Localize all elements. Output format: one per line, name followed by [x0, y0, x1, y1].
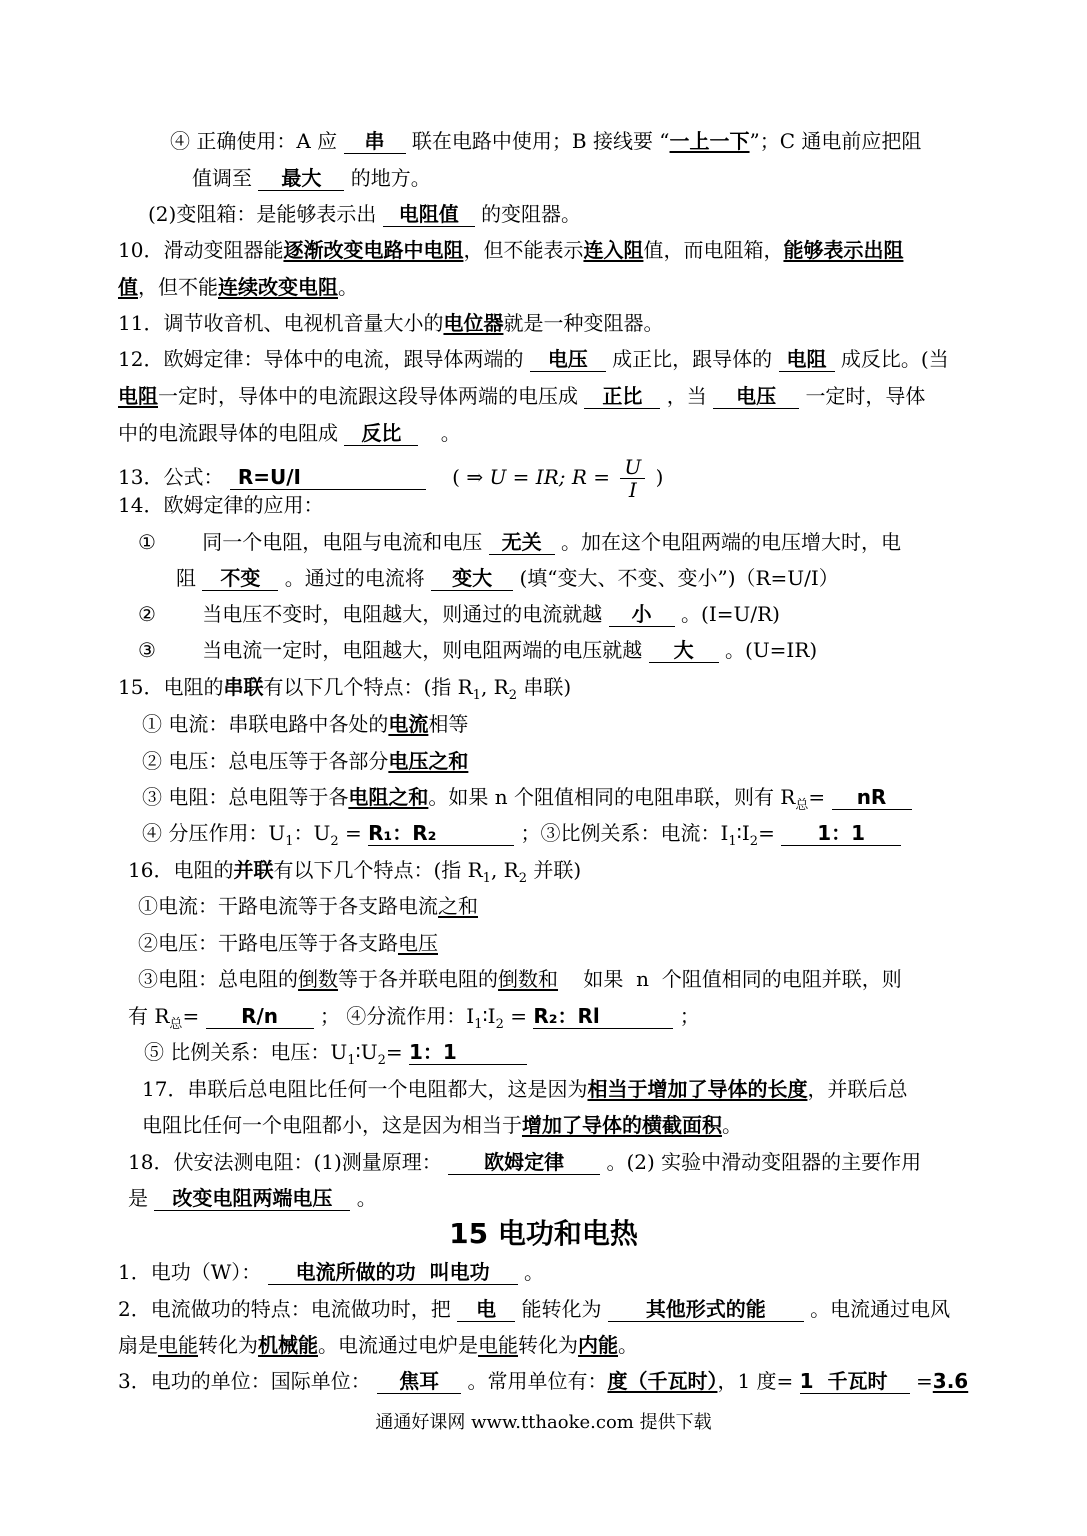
text-line: ③ 电阻：总电阻等于各电阻之和。如果 n 个阻值相同的电阻串联，则有 $R_总=$ nR	[142, 784, 912, 819]
text-line: ③ 当电流一定时，电阻越大，则电阻两端的电压就越 大 。(U=IR)	[138, 638, 818, 662]
text-line: 有 $R_总= R/n$ ； ④分流作用：$I_1∶I_2 = R_2$：Rl ；	[128, 1004, 700, 1032]
text-line: 14．欧姆定律的应用：	[118, 493, 324, 517]
text-line: 3．电功的单位：国际单位： 焦耳 。常用单位有：度（千瓦时），1 度= 1 千瓦时 =3.6	[118, 1369, 969, 1393]
answer-blank: 1 千瓦时	[800, 1369, 910, 1394]
answer-blank: 正比	[584, 384, 660, 409]
answer-blank: 电阻	[779, 347, 835, 372]
text-line: ② 当电压不变时，电阻越大，则通过的电流就越 小 。(I=U/R)	[138, 602, 780, 626]
answer-blank: 电	[457, 1297, 515, 1322]
text-line: 扇是电能转化为机械能。电流通过电炉是电能转化为内能。	[118, 1333, 638, 1357]
text-line: ①电流：干路电流等于各支路电流之和	[138, 894, 478, 918]
answer-blank: 大	[649, 638, 719, 663]
text-line: 值，但不能连续改变电阻。	[118, 275, 358, 299]
answer-blank: 电流所做的功 叫电功	[268, 1260, 518, 1285]
text-line: 电阻一定时，导体中的电流跟这段导体两端的电压成 正比 ，当 电压 一定时，导体	[118, 384, 926, 408]
answer-blank: 不变	[202, 566, 278, 591]
answer-blank: 改变电阻两端电压	[154, 1186, 350, 1211]
text-line: 电阻比任何一个电阻都小，这是因为相当于增加了导体的横截面积。	[142, 1113, 742, 1137]
text-line: 12．欧姆定律：导体中的电流，跟导体两端的 电压 成正比，跟导体的 电阻 成反比。(当	[118, 347, 949, 371]
text-line: ② 电压：总电压等于各部分电压之和	[142, 749, 469, 773]
answer-blank: R/n	[206, 1004, 314, 1029]
text-line: 1．电功（W）： 电流所做的功 叫电功 。	[118, 1260, 544, 1284]
answer-blank: R=U/I	[230, 465, 426, 490]
fraction: $\frac{U}{I}$	[620, 456, 645, 501]
answer-blank: 无关	[489, 530, 555, 555]
text-line: ④ 分压作用：$U_1$：$U_2 = R_1$：R₂ ；③比例关系：电流：$I_1∶I_2= 1$：1	[142, 820, 901, 855]
text-line: 18．伏安法测电阻：(1)测量原理： 欧姆定律 。(2) 实验中滑动变阻器的主要作用	[128, 1150, 922, 1174]
answer-blank: 串	[344, 129, 406, 154]
text-line: 17．串联后总电阻比任何一个电阻都大，这是因为相当于增加了导体的长度，并联后总	[142, 1077, 908, 1101]
text-line: (2)变阻箱：是能够表示出 电阻值 的变阻器。	[148, 202, 582, 226]
text-line: ②电压：干路电压等于各支路电压	[138, 931, 438, 955]
page-footer: 通通好课网 www.tthaoke.com 提供下载	[375, 1412, 712, 1433]
text-line: 值调至 最大 的地方。	[192, 166, 431, 190]
answer-blank: 反比	[344, 421, 418, 446]
text-line: 10．滑动变阻器能逐渐改变电路中电阻，但不能表示连入阻值，而电阻箱，能够表示出阻	[118, 238, 904, 262]
answer-blank: 电压	[713, 384, 799, 409]
answer-blank: 1：1	[781, 821, 901, 846]
answer-blank: 最大	[258, 166, 344, 191]
text-line: ① 电流：串联电路中各处的电流相等	[142, 712, 469, 736]
text-line: 阻 不变 。通过的电流将 变大 (填“变大、不变、变小”)（R=U/I）	[176, 566, 839, 590]
answer-blank: 电阻值	[383, 202, 475, 227]
text-line: 15．电阻的串联有以下几个特点：(指 $R_1$, $R_2$ 串联)	[118, 675, 572, 703]
answer-blank: R₁：R₂	[368, 821, 514, 846]
text-line: 2．电流做功的特点：电流做功时，把 电 能转化为 其他形式的能 。电流通过电风	[118, 1297, 951, 1321]
text-line: 11．调节收音机、电视机音量大小的电位器就是一种变阻器。	[118, 311, 664, 335]
answer-blank: 其他形式的能	[608, 1297, 804, 1322]
text-line: 中的电流跟导体的电阻成 反比 。	[118, 421, 461, 445]
answer-blank: R₂：Rl	[533, 1004, 673, 1029]
answer-blank: 1：1	[409, 1040, 527, 1065]
text-line: 16．电阻的并联有以下几个特点：(指 $R_1$, $R_2$ 并联)	[128, 858, 582, 886]
answer-blank: 电压	[530, 347, 606, 372]
text-line: ⑤ 比例关系：电压：$U_1∶U_2= 1$：1	[144, 1039, 527, 1074]
text-line: ④ 正确使用：A 应 串 联在电路中使用；B 接线要 “一上一下”；C 通电前应把阻	[170, 129, 922, 153]
answer-blank: 焦耳	[377, 1369, 461, 1394]
text-line: ① 同一个电阻，电阻与电流和电压 无关 。加在这个电阻两端的电压增大时，电	[138, 530, 902, 554]
text-line: ③电阻：总电阻的倒数等于各并联电阻的倒数和 如果 n 个阻值相同的电阻并联，则	[138, 967, 902, 991]
answer-blank: nR	[832, 785, 912, 810]
answer-blank: 欧姆定律	[448, 1150, 600, 1175]
formula-line: 13．公式： R=U/I ( ⇒ U = IR; R = $\frac{U}{I}$ )	[118, 455, 664, 502]
answer-blank: 小	[609, 602, 675, 627]
text-line: 是 改变电阻两端电压 。	[128, 1186, 377, 1210]
answer-blank: 变大	[431, 566, 513, 591]
section-title: 15 电功和电热	[449, 1217, 638, 1250]
